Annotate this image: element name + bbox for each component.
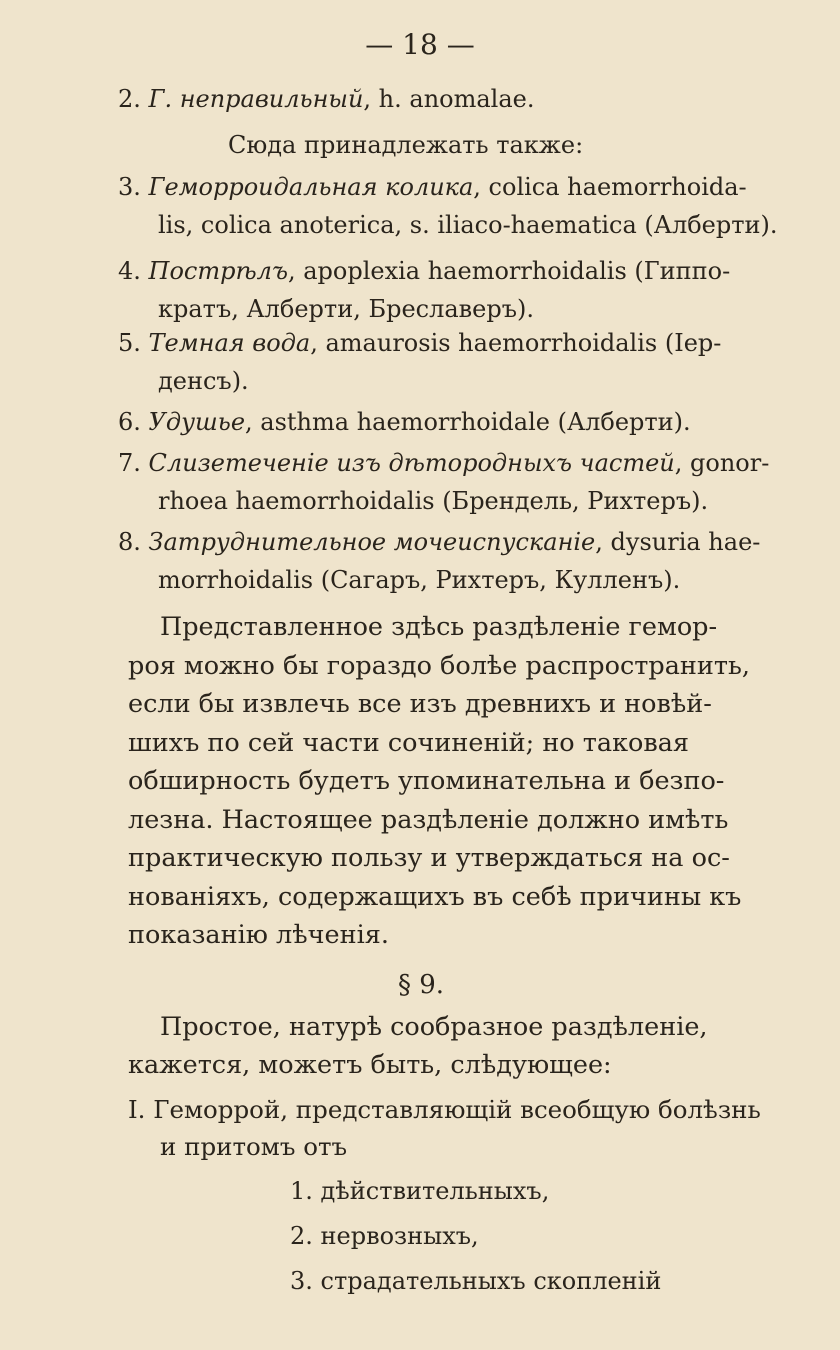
page-number: — 18 — — [365, 28, 475, 61]
classification-line-2: и притомъ отъ — [160, 1132, 348, 1161]
list-item-continuation: morrhoidalis (Сагаръ, Рихтеръ, Кулленъ). — [158, 566, 681, 594]
list-item-continuation: lis, colica anoterica, s. iliaco-haematica (Алберти). — [158, 211, 778, 239]
item-rest: , gonor- — [674, 449, 770, 477]
item-term: Слизетеченіе изъ дѣтородныхъ частей — [148, 449, 675, 477]
item-number: 2. — [118, 85, 141, 113]
list-item-continuation: кратъ, Алберти, Бреславеръ). — [158, 295, 534, 323]
paragraph-line: Простое, натурѣ сообразное раздѣленіе, — [160, 1012, 708, 1042]
item-term: Г. неправильный — [148, 85, 364, 113]
item-number: 5. — [118, 329, 141, 357]
note-line: Сюда принадлежать также: — [228, 131, 584, 159]
item-term: Темная вода — [148, 329, 311, 357]
classification-line-1: I. Геморрой, представляющій всеобщую болѣзнь — [128, 1095, 761, 1124]
item-rest: , amaurosis haemorrhoidalis (Іер- — [310, 329, 722, 357]
item-number: 4. — [118, 257, 141, 285]
item-number: 7. — [118, 449, 141, 477]
list-item — [118, 170, 747, 204]
item-term: Пострѣлъ — [148, 257, 288, 285]
list-item-continuation: rhoea haemorrhoidalis (Брендель, Рихтеръ). — [158, 487, 709, 515]
sub-list-item: 1. дѣйствительныхъ, — [290, 1177, 550, 1205]
paragraph-line: показанію лѣченія. — [128, 920, 389, 950]
item-rest: , apoplexia haemorrhoidalis (Гиппо- — [287, 257, 731, 285]
item-term: Затруднительное мочеиспусканіе — [148, 528, 596, 556]
list-item — [118, 82, 535, 116]
list-item — [118, 326, 721, 360]
item-number: 6. — [118, 408, 141, 436]
paragraph-line: обширность будетъ упоминательна и безпо- — [128, 766, 725, 796]
section-heading: § 9. — [398, 970, 445, 1000]
item-rest: , colica haemorrhoida- — [473, 173, 747, 201]
list-item — [118, 254, 730, 288]
paragraph-line: кажется, можетъ быть, слѣдующее: — [128, 1050, 612, 1080]
paragraph-line: Представленное здѣсь раздѣленіе гемор- — [160, 612, 718, 642]
sub-list-item: 2. нервозныхъ, — [290, 1222, 479, 1250]
item-rest: , asthma haemorrhoidale (Алберти). — [245, 408, 691, 436]
paragraph-line: роя можно бы гораздо болѣе распространить, — [128, 650, 750, 681]
paragraph-line: практическую пользу и утверждаться на ос- — [128, 843, 730, 873]
item-number: 8. — [118, 528, 141, 556]
paragraph-line: шихъ по сей части сочиненій; но таковая — [128, 727, 690, 758]
paragraph-line: лезна. Настоящее раздѣленіе должно имѣть — [128, 804, 729, 835]
item-term: Удушье — [148, 408, 246, 436]
item-rest: , h. anomalae. — [363, 85, 535, 113]
list-item — [118, 446, 769, 480]
item-term: Геморроидальная колика — [148, 173, 474, 201]
item-rest: , dysuria hae- — [595, 528, 761, 556]
list-item — [118, 405, 691, 439]
paragraph-line: нованіяхъ, содержащихъ въ себѣ причины къ — [128, 881, 742, 912]
sub-list-item: 3. страдательныхъ скопленій — [290, 1267, 662, 1295]
item-number: 3. — [118, 173, 141, 201]
paragraph-line: если бы извлечь все изъ древнихъ и новѣй- — [128, 689, 712, 719]
list-item-continuation: денсъ). — [158, 367, 249, 395]
list-item — [118, 525, 760, 559]
